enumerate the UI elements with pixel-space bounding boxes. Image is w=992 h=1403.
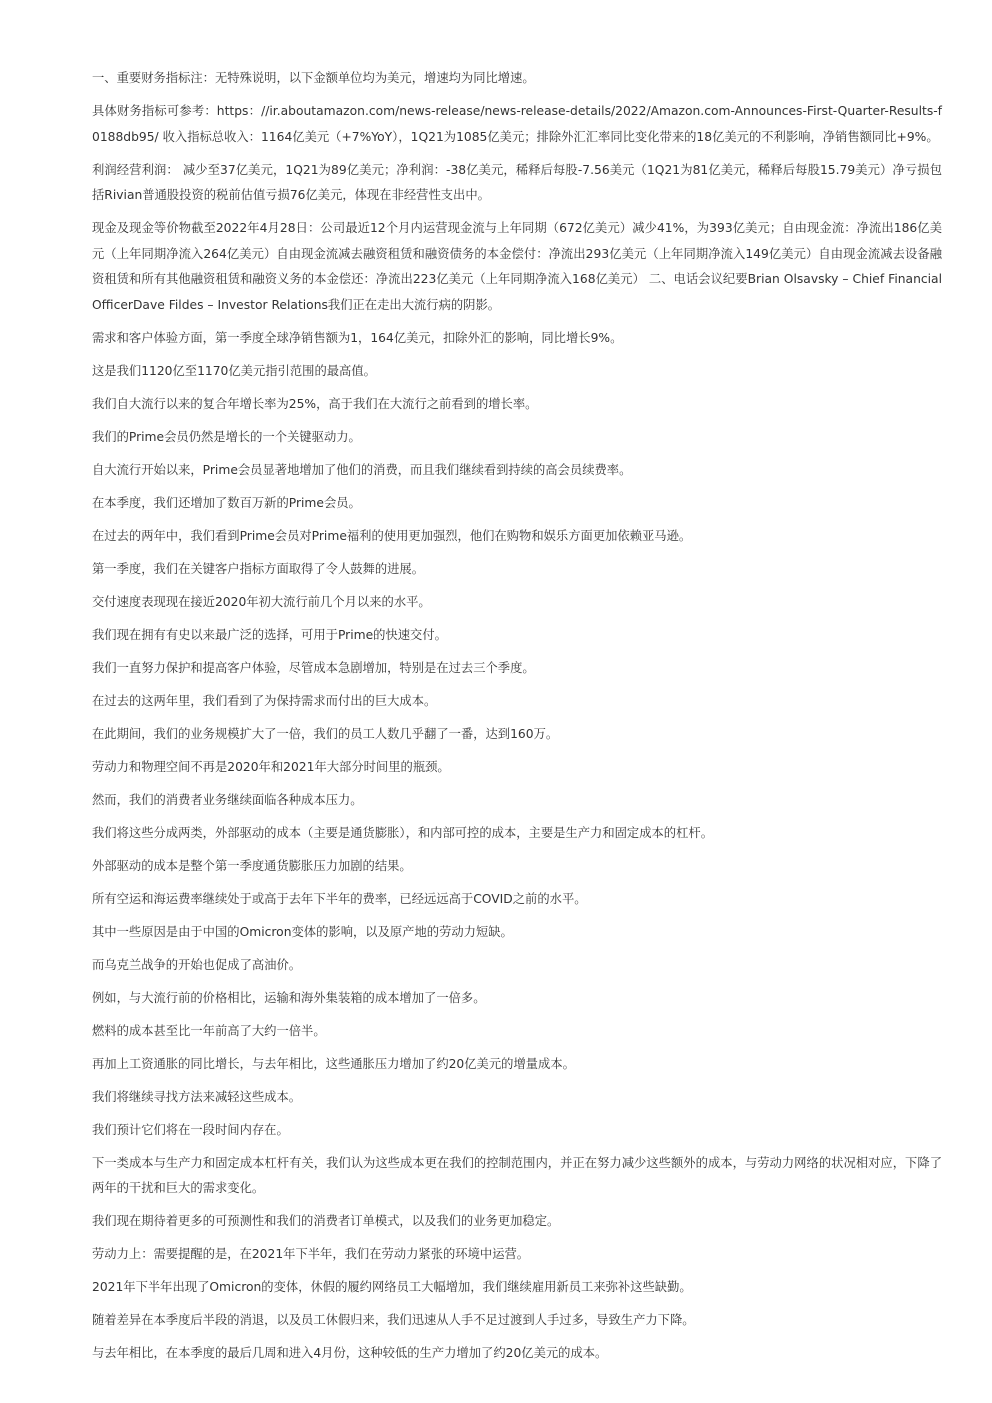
paragraph-21: 外部驱动的成本是整个第一季度通货膨胀压力加剧的结果。	[92, 858, 412, 873]
paragraph-28: 我们将继续寻找方法来减轻这些成本。	[92, 1089, 302, 1104]
paragraph-19: 然而，我们的消费者业务继续面临各种成本压力。	[92, 792, 363, 807]
paragraph-25: 例如，与大流行前的价格相比，运输和海外集装箱的成本增加了一倍多。	[92, 990, 486, 1005]
paragraph-13: 交付速度表现现在接近2020年初大流行前几个月以来的水平。	[92, 594, 431, 609]
paragraph-26: 燃料的成本甚至比一年前高了大约一倍半。	[92, 1023, 326, 1038]
paragraph-10: 在本季度，我们还增加了数百万新的Prime会员。	[92, 495, 361, 510]
paragraph-27: 再加上工资通胀的同比增长，与去年相比，这些通胀压力增加了约20亿美元的增量成本。	[92, 1056, 575, 1071]
paragraph-2: 具体财务指标可参考：https：//ir.aboutamazon.com/news-release/news-release-details/2022/Amazon.com-Announces-First-Quarter-Results-f0188db95/ 收入指标总收入：1164亿美元（+7%YoY），1Q21为1085亿美元；排除外汇汇率同比变化带来的18亿美元的不利影响，净销售额同比+9%。	[92, 104, 942, 144]
paragraph-33: 2021年下半年出现了Omicron的变体，休假的履约网络员工大幅增加，我们继续雇用新员工来弥补这些缺勤。	[92, 1280, 692, 1294]
paragraph-3: 利润经营利润： 减少至37亿美元，1Q21为89亿美元；净利润：-38亿美元，稀释后每股-7.56美元（1Q21为81亿美元，稀释后每股15.79美元）净亏损包括Rivian普通股投资的税前估值亏损76亿美元，体现在非经营性支出中。	[92, 162, 942, 202]
paragraph-11: 在过去的两年中，我们看到Prime会员对Prime福利的使用更加强烈，他们在购物和娱乐方面更加依赖亚马逊。	[92, 528, 692, 543]
paragraph-18: 劳动力和物理空间不再是2020年和2021年大部分时间里的瓶颈。	[92, 759, 450, 774]
paragraph-24: 而乌克兰战争的开始也促成了高油价。	[92, 957, 302, 972]
paragraph-15: 我们一直努力保护和提高客户体验，尽管成本急剧增加，特别是在过去三个季度。	[92, 660, 535, 675]
paragraph-35: 与去年相比，在本季度的最后几周和进入4月份，这种较低的生产力增加了约20亿美元的成本。	[92, 1346, 608, 1360]
paragraph-8: 我们的Prime会员仍然是增长的一个关键驱动力。	[92, 429, 361, 444]
document-body	[92, 66, 942, 1374]
paragraph-17: 在此期间，我们的业务规模扩大了一倍，我们的员工人数几乎翻了一番，达到160万。	[92, 726, 559, 741]
paragraph-22: 所有空运和海运费率继续处于或高于去年下半年的费率，已经远远高于COVID之前的水平。	[92, 891, 587, 906]
paragraph-30: 下一类成本与生产力和固定成本杠杆有关，我们认为这些成本更在我们的控制范围内，并正在努力减少这些额外的成本，与劳动力网络的状况相对应，下降了两年的干扰和巨大的需求变化。	[92, 1155, 942, 1195]
paragraph-32: 劳动力上：需要提醒的是，在2021年下半年，我们在劳动力紧张的环境中运营。	[92, 1247, 530, 1261]
paragraph-20: 我们将这些分成两类，外部驱动的成本（主要是通货膨胀），和内部可控的成本，主要是生产力和固定成本的杠杆。	[92, 825, 713, 840]
paragraph-6: 这是我们1120亿至1170亿美元指引范围的最高值。	[92, 363, 376, 378]
paragraph-31: 我们现在期待着更多的可预测性和我们的消费者订单模式，以及我们的业务更加稳定。	[92, 1214, 560, 1228]
paragraph-9: 自大流行开始以来，Prime会员显著地增加了他们的消费，而且我们继续看到持续的高会员续费率。	[92, 462, 632, 477]
paragraph-16: 在过去的这两年里，我们看到了为保持需求而付出的巨大成本。	[92, 693, 437, 708]
paragraph-12: 第一季度，我们在关键客户指标方面取得了令人鼓舞的进展。	[92, 561, 425, 576]
paragraph-1: 一、重要财务指标注：无特殊说明，以下金额单位均为美元，增速均为同比增速。	[92, 71, 535, 85]
paragraph-7: 我们自大流行以来的复合年增长率为25%，高于我们在大流行之前看到的增长率。	[92, 396, 538, 411]
paragraph-4: 现金及现金等价物截至2022年4月28日：公司最近12个月内运营现金流与上年同期（672亿美元）减少41%，为393亿美元；自由现金流：净流出186亿美元（上年同期净流入264亿美元）自由现金流减去融资租赁和融资债务的本金偿付：净流出293亿美元（上年同期净流入149亿美元）自由现金流减去设备融资租赁和所有其他融资租赁和融资义务的本金偿还：净流出223亿美元（上年同期净流入168亿美元） 二、电话会议纪要Brian Olsavsky – Chief Financial OfficerDave Fildes – Investor Relations我们正在走出大流行病的阴影。	[92, 221, 942, 312]
paragraph-14: 我们现在拥有有史以来最广泛的选择，可用于Prime的快速交付。	[92, 627, 447, 642]
paragraph-34: 随着差异在本季度后半段的消退，以及员工休假归来，我们迅速从人手不足过渡到人手过多，导致生产力下降。	[92, 1313, 695, 1327]
paragraph-23: 其中一些原因是由于中国的Omicron变体的影响，以及原产地的劳动力短缺。	[92, 924, 513, 939]
paragraph-5: 需求和客户体验方面，第一季度全球净销售额为1，164亿美元，扣除外汇的影响，同比增长9%。	[92, 330, 623, 345]
paragraph-29: 我们预计它们将在一段时间内存在。	[92, 1122, 289, 1137]
